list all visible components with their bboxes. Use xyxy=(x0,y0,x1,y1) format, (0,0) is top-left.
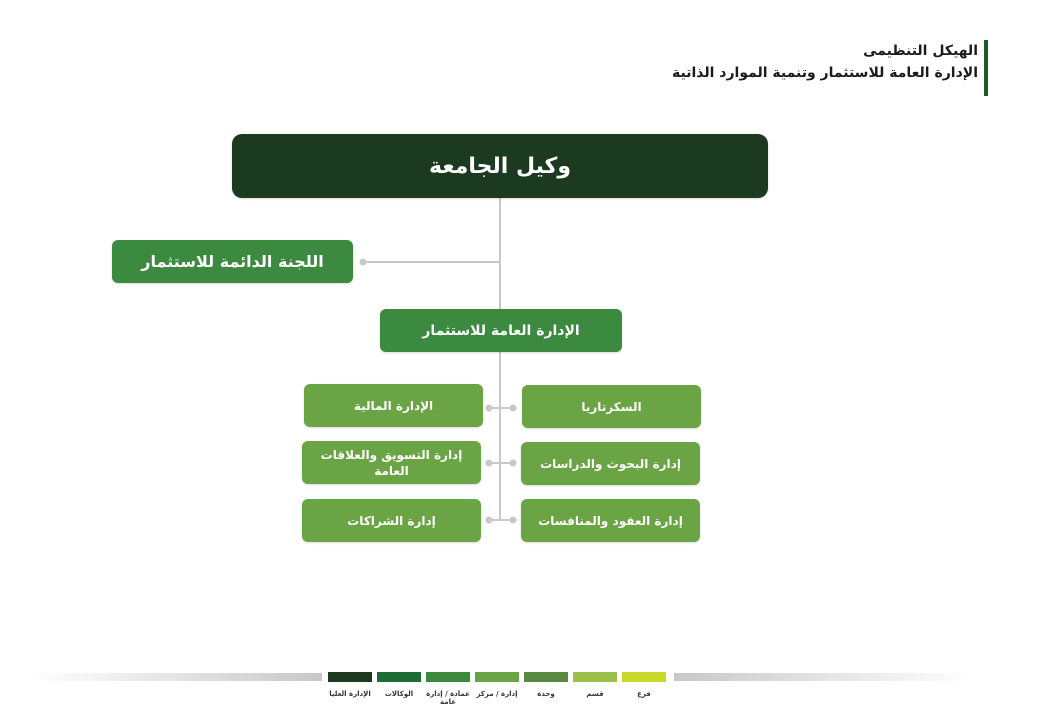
dot-left-3 xyxy=(486,517,493,524)
general-admin-box: الإدارة العامة للاستثمار xyxy=(380,309,622,352)
research-dept-box: إدارة البحوث والدراسات xyxy=(521,442,700,485)
contracts-dept-box: إدارة العقود والمنافسات xyxy=(521,499,700,542)
legend-swatch-deanship xyxy=(426,672,470,682)
legend-label-agencies: الوكالات xyxy=(384,690,414,698)
legend-swatch-agencies xyxy=(377,672,421,682)
finance-dept-box: الإدارة المالية xyxy=(304,384,483,427)
page-subtitle: الإدارة العامة للاستثمار وتنمية الموارد الذاتية xyxy=(672,65,978,81)
legend-label-section: قسم xyxy=(586,690,604,698)
partnerships-dept-box: إدارة الشراكات xyxy=(302,499,481,542)
legend-swatch-unit xyxy=(524,672,568,682)
legend-swatch-section xyxy=(573,672,617,682)
legend-swatch-branch xyxy=(622,672,666,682)
legend-label-deanship: عمادة / إدارة عامة xyxy=(426,690,470,706)
page-title: الهيكل التنظيمى xyxy=(863,43,978,59)
legend-label-department: إدارة / مركز xyxy=(476,690,518,698)
dot-left-1 xyxy=(486,405,493,412)
legend-fade-left xyxy=(30,673,322,681)
legend-swatch-top-management xyxy=(328,672,372,682)
committee-dot xyxy=(360,259,367,266)
secretariat-box: السكرتاريا xyxy=(522,385,701,428)
dot-left-2 xyxy=(486,460,493,467)
legend-label-top-management: الإدارة العليا xyxy=(329,690,371,698)
university-vice-box: وكيل الجامعة xyxy=(232,134,768,198)
dot-right-2 xyxy=(510,460,517,467)
legend-label-unit: وحدة xyxy=(537,690,555,698)
investment-committee-box: اللجنة الدائمة للاستثمار xyxy=(112,240,353,283)
legend-label-branch: فرع xyxy=(637,690,651,698)
legend-swatch-department xyxy=(475,672,519,682)
marketing-dept-box: إدارة التسويق والعلاقات العامة xyxy=(302,441,481,484)
dot-right-1 xyxy=(510,405,517,412)
legend-fade-right xyxy=(674,673,974,681)
dot-right-3 xyxy=(510,517,517,524)
